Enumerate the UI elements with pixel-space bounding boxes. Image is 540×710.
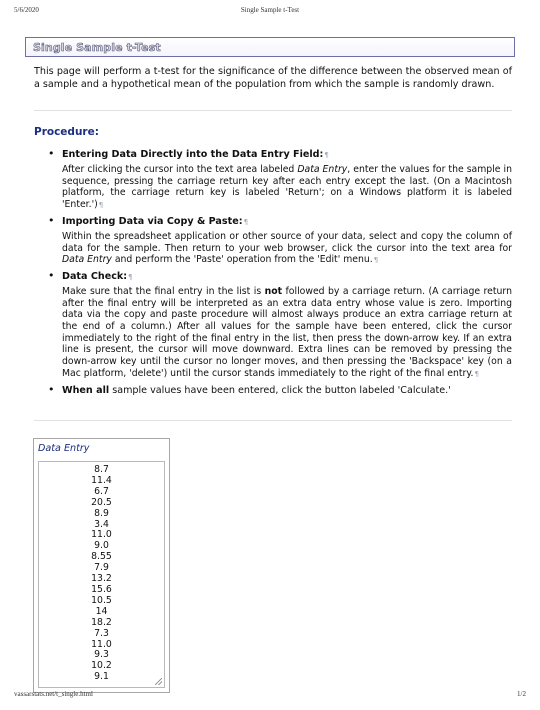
procedure-item-body: Within the spreadsheet application or other source of your data, select and copy the column of data for the sample. Then return to your web browser, click the cursor into the text area for Data Entry and perform the 'Paste' operation from the 'Edit' menu.¶	[62, 230, 512, 266]
data-entry-value: 9.3	[94, 649, 109, 661]
page-title: Single Sample t-Test	[33, 41, 161, 54]
procedure-heading: Procedure:	[34, 126, 99, 138]
data-entry-label: Data Entry	[38, 443, 90, 454]
data-entry-value: 11.0	[91, 529, 112, 541]
data-entry-value: 10.2	[91, 660, 112, 672]
procedure-item-direct-entry	[44, 148, 512, 212]
procedure-item-heading: Entering Data Directly into the Data Entry Field:	[62, 149, 324, 160]
data-entry-value: 8.55	[91, 551, 112, 563]
procedure-list	[44, 148, 512, 400]
data-entry-value: 7.3	[94, 627, 109, 639]
pilcrow-icon: ¶	[128, 272, 133, 281]
data-entry-value: 9.1	[94, 671, 109, 683]
data-entry-value: 3.4	[94, 518, 109, 530]
print-date: 5/6/2020	[14, 6, 39, 14]
procedure-item-data-check	[44, 270, 512, 381]
procedure-item-calculate	[44, 384, 512, 397]
data-entry-values	[39, 465, 164, 683]
pilcrow-icon: ¶	[474, 369, 479, 378]
data-entry-value: 13.2	[91, 573, 112, 585]
pilcrow-icon: ¶	[324, 151, 329, 159]
data-entry-value: 6.7	[94, 485, 109, 497]
procedure-item-body: Make sure that the final entry in the list is not followed by a carriage return. (A carriage return after the final entry will be interpreted as an extra data entry whose value is zero. Importing data via the copy and paste procedure will almost always produce an extra carriage return at the end of a column.) After all values for the sample have been entered, click the cursor immediately to the right of the final entry in the list, then press the down-arrow key. If an extra line is present, the cursor will move downward. Extra lines can be removed by pressing the down-arrow key until the cursor no longer moves, and then pressing the 'Backspace' key (on a Mac platform, 'delete') until the cursor stands immediately to the right of the final entry.¶	[62, 285, 512, 379]
data-entry-value: 11.4	[91, 474, 112, 486]
data-entry-textarea[interactable]	[38, 461, 165, 688]
procedure-item-heading: Data Check:	[62, 270, 128, 282]
print-url: vassarstats.net/t_single.html	[14, 690, 93, 698]
pilcrow-icon: ¶	[243, 217, 249, 226]
data-entry-panel	[33, 438, 170, 693]
pilcrow-icon: ¶	[98, 201, 104, 210]
print-footer	[14, 690, 526, 702]
procedure-item-copy-paste	[44, 215, 512, 267]
data-entry-value: 8.7	[94, 464, 109, 475]
data-entry-value: 15.6	[91, 583, 112, 595]
data-entry-value: 10.5	[91, 594, 112, 606]
data-entry-value: 7.9	[94, 562, 109, 574]
divider-top	[34, 110, 512, 111]
divider-bottom	[34, 420, 512, 421]
data-entry-value: 18.2	[91, 616, 112, 628]
data-entry-value: 20.5	[91, 496, 112, 508]
procedure-item-body: After clicking the cursor into the text area labeled Data Entry, enter the values for the sample in sequence, pressing the carriage return key after each entry except the last. (On a Macintosh platform, the carriage return key is labeled 'Return'; on a Windows platform it is labeled 'Enter.')¶	[62, 164, 512, 211]
print-header	[14, 6, 526, 18]
resize-grip-icon[interactable]	[155, 678, 162, 685]
print-page-number: 1/2	[517, 690, 526, 698]
print-doc-title: Single Sample t-Test	[240, 6, 300, 14]
procedure-item-heading: Importing Data via Copy & Paste:	[62, 215, 243, 227]
pilcrow-icon: ¶	[373, 256, 379, 265]
page-title-box	[25, 37, 515, 57]
data-entry-value: 14	[95, 605, 108, 617]
procedure-item-body: • When all sample values have been entered, click the button labeled 'Calculate.'	[62, 384, 451, 396]
intro-text: This page will perform a t-test for the significance of the difference between the observed mean of a sample and a hypothetical mean of the population from which the sample is randomly drawn.	[34, 66, 512, 90]
data-entry-value: 11.0	[91, 638, 112, 650]
data-entry-value: 8.9	[94, 507, 109, 519]
data-entry-value: 9.0	[94, 540, 109, 552]
